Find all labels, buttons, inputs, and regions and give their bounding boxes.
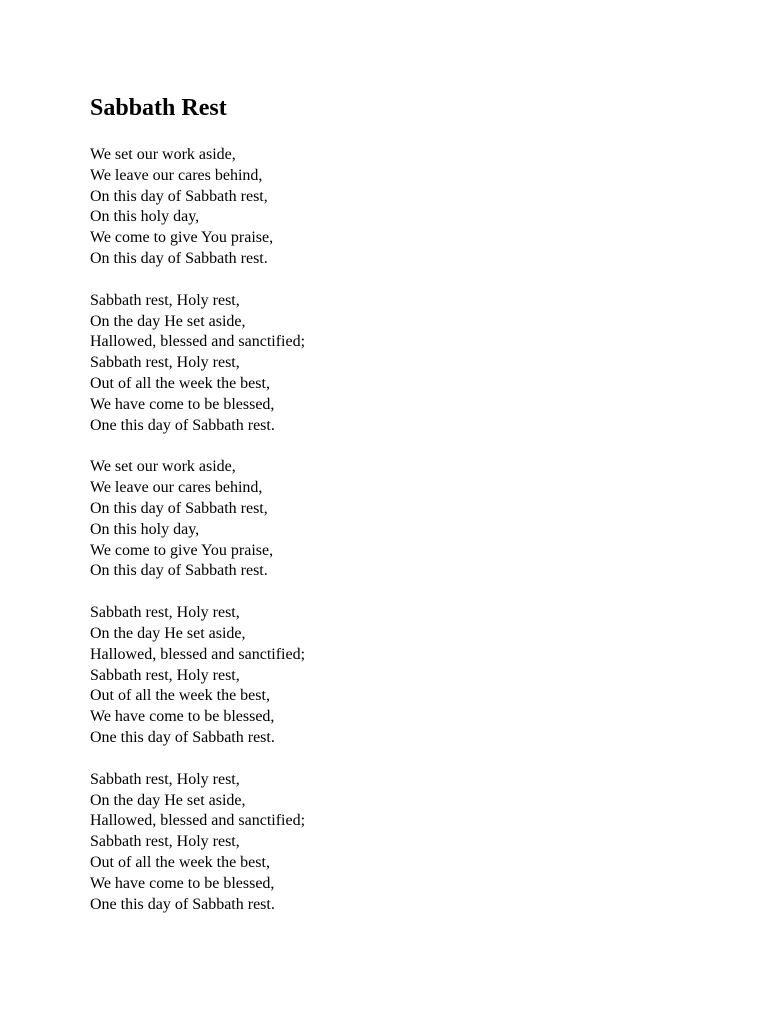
lyric-line: We have come to be blessed, bbox=[90, 708, 275, 726]
lyric-line: We come to give You praise, bbox=[90, 229, 274, 247]
lyric-line: Hallowed, blessed and sanctified; bbox=[90, 333, 306, 351]
lyric-line: On this day of Sabbath rest. bbox=[90, 562, 268, 580]
lyric-line: Sabbath rest, Holy rest, bbox=[90, 666, 240, 684]
stanza-4 bbox=[90, 603, 730, 749]
lyric-line: Sabbath rest, Holy rest, bbox=[90, 291, 240, 309]
lyric-line: On this day of Sabbath rest, bbox=[90, 499, 268, 517]
stanza-3 bbox=[90, 457, 730, 582]
lyric-line: We have come to be blessed, bbox=[90, 395, 275, 413]
lyric-line: Hallowed, blessed and sanctified; bbox=[90, 812, 306, 830]
stanza-5 bbox=[90, 770, 730, 916]
stanza-1 bbox=[90, 145, 730, 270]
lyric-line: One this day of Sabbath rest. bbox=[90, 895, 275, 913]
stanza-2 bbox=[90, 291, 730, 437]
lyric-line: Out of all the week the best, bbox=[90, 853, 270, 871]
lyric-line: Out of all the week the best, bbox=[90, 687, 270, 705]
lyric-line: Sabbath rest, Holy rest, bbox=[90, 354, 240, 372]
lyrics-body bbox=[90, 145, 730, 915]
document-page bbox=[90, 94, 730, 936]
lyric-line: On the day He set aside, bbox=[90, 624, 246, 642]
lyric-line: Sabbath rest, Holy rest, bbox=[90, 833, 240, 851]
lyric-line: On this day of Sabbath rest. bbox=[90, 249, 268, 267]
lyric-line: We leave our cares behind, bbox=[90, 166, 263, 184]
lyric-line: On the day He set aside, bbox=[90, 312, 246, 330]
lyric-line: We have come to be blessed, bbox=[90, 874, 275, 892]
lyric-line: On this holy day, bbox=[90, 520, 200, 538]
lyric-line: Sabbath rest, Holy rest, bbox=[90, 770, 240, 788]
lyric-line: Sabbath rest, Holy rest, bbox=[90, 604, 240, 622]
lyric-line: On the day He set aside, bbox=[90, 791, 246, 809]
lyric-line: On this day of Sabbath rest, bbox=[90, 187, 268, 205]
lyric-line: We leave our cares behind, bbox=[90, 479, 263, 497]
lyric-line: We set our work aside, bbox=[90, 146, 236, 163]
lyric-line: Hallowed, blessed and sanctified; bbox=[90, 645, 306, 663]
lyric-line: We come to give You praise, bbox=[90, 541, 274, 559]
lyric-line: We set our work aside, bbox=[90, 458, 236, 476]
lyric-line: On this holy day, bbox=[90, 208, 200, 226]
lyric-line: One this day of Sabbath rest. bbox=[90, 728, 275, 746]
lyric-line: One this day of Sabbath rest. bbox=[90, 416, 275, 434]
lyric-line: Out of all the week the best, bbox=[90, 374, 270, 392]
document-title: Sabbath Rest bbox=[90, 95, 227, 121]
